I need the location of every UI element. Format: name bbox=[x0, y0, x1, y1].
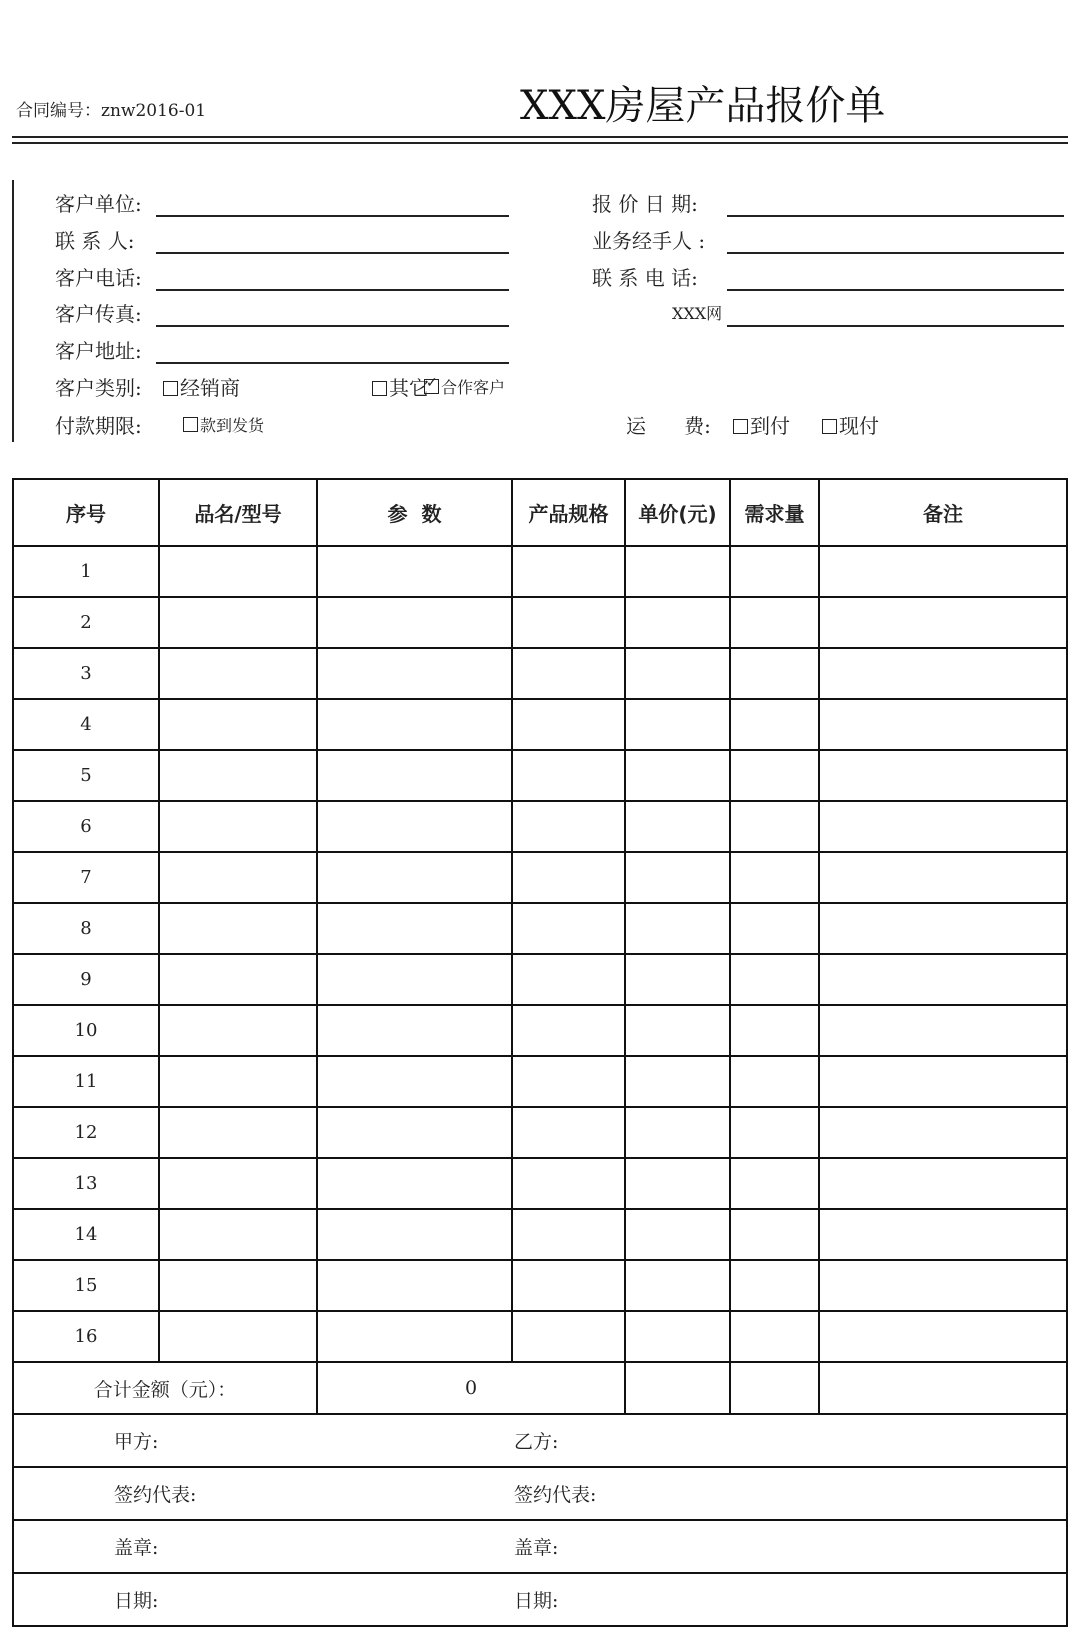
freight-option-cash[interactable]: 现付 bbox=[822, 410, 879, 439]
freight-label: 运 费: bbox=[626, 414, 711, 438]
table-cell[interactable] bbox=[512, 801, 625, 852]
row-index: 2 bbox=[13, 597, 159, 648]
total-cell[interactable] bbox=[819, 1362, 1067, 1414]
table-cell[interactable] bbox=[512, 852, 625, 903]
table-cell[interactable] bbox=[512, 648, 625, 699]
rep-a-label: 签约代表: bbox=[114, 1484, 197, 1506]
customer-address-label: 客户地址: bbox=[55, 339, 142, 363]
table-cell[interactable] bbox=[317, 954, 512, 1005]
customer-unit-field[interactable] bbox=[156, 215, 509, 217]
row-index: 9 bbox=[13, 954, 159, 1005]
table-cell[interactable] bbox=[819, 1311, 1067, 1362]
customer-fax-label: 客户传真: bbox=[55, 302, 142, 326]
title-rule-bottom bbox=[12, 142, 1068, 144]
table-cell[interactable] bbox=[512, 1209, 625, 1260]
table-cell[interactable] bbox=[512, 699, 625, 750]
table-cell[interactable] bbox=[819, 750, 1067, 801]
table-row bbox=[13, 1005, 1067, 1056]
freight-option-collect[interactable]: 到付 bbox=[733, 410, 790, 439]
table-cell[interactable] bbox=[625, 852, 730, 903]
table-cell[interactable] bbox=[159, 954, 317, 1005]
signature-row-representative bbox=[13, 1467, 1067, 1520]
table-cell[interactable] bbox=[512, 750, 625, 801]
table-cell[interactable] bbox=[625, 801, 730, 852]
row-index: 8 bbox=[13, 903, 159, 954]
table-cell[interactable] bbox=[625, 648, 730, 699]
row-index: 7 bbox=[13, 852, 159, 903]
table-row bbox=[13, 1158, 1067, 1209]
table-cell[interactable] bbox=[512, 546, 625, 597]
table-cell[interactable] bbox=[625, 1158, 730, 1209]
table-cell[interactable] bbox=[625, 1056, 730, 1107]
table-cell[interactable] bbox=[317, 1260, 512, 1311]
table-cell[interactable] bbox=[512, 597, 625, 648]
row-index: 15 bbox=[13, 1260, 159, 1311]
table-cell[interactable] bbox=[159, 1209, 317, 1260]
checkbox-prepay[interactable] bbox=[183, 417, 198, 432]
checkbox-dealer[interactable] bbox=[163, 381, 178, 396]
table-cell[interactable] bbox=[159, 1005, 317, 1056]
signature-row-date bbox=[13, 1573, 1067, 1626]
row-index: 6 bbox=[13, 801, 159, 852]
handler-field[interactable] bbox=[727, 252, 1064, 254]
table-cell[interactable] bbox=[819, 648, 1067, 699]
header-remarks: 备注 bbox=[819, 479, 1067, 546]
row-index: 11 bbox=[13, 1056, 159, 1107]
table-cell[interactable] bbox=[819, 1209, 1067, 1260]
payment-term-label: 付款期限: bbox=[55, 414, 142, 438]
table-cell[interactable] bbox=[730, 1311, 819, 1362]
total-cell[interactable] bbox=[730, 1362, 819, 1414]
party-a-label: 甲方: bbox=[114, 1431, 159, 1453]
table-cell[interactable] bbox=[317, 750, 512, 801]
table-row bbox=[13, 1209, 1067, 1260]
table-cell[interactable] bbox=[159, 1107, 317, 1158]
total-value: 0 bbox=[317, 1362, 625, 1414]
quote-date-field[interactable] bbox=[727, 215, 1064, 217]
table-cell[interactable] bbox=[819, 699, 1067, 750]
table-cell[interactable] bbox=[625, 1005, 730, 1056]
website-field[interactable] bbox=[727, 325, 1064, 327]
table-cell[interactable] bbox=[819, 1005, 1067, 1056]
table-cell[interactable] bbox=[730, 1158, 819, 1209]
row-index: 16 bbox=[13, 1311, 159, 1362]
table-cell[interactable] bbox=[512, 1311, 625, 1362]
table-cell[interactable] bbox=[625, 750, 730, 801]
table-cell[interactable] bbox=[159, 903, 317, 954]
row-index: 4 bbox=[13, 699, 159, 750]
header-index: 序号 bbox=[13, 479, 159, 546]
table-cell[interactable] bbox=[317, 903, 512, 954]
table-cell[interactable] bbox=[819, 1260, 1067, 1311]
table-cell[interactable] bbox=[159, 648, 317, 699]
table-row bbox=[13, 750, 1067, 801]
contact-tel-label: 联 系 电 话: bbox=[592, 266, 698, 290]
customer-phone-field[interactable] bbox=[156, 289, 509, 291]
checkbox-other[interactable] bbox=[372, 381, 387, 396]
table-cell[interactable] bbox=[730, 1209, 819, 1260]
table-cell[interactable] bbox=[730, 954, 819, 1005]
row-index: 1 bbox=[13, 546, 159, 597]
table-cell[interactable] bbox=[819, 546, 1067, 597]
table-cell[interactable] bbox=[625, 1209, 730, 1260]
table-cell[interactable] bbox=[159, 1056, 317, 1107]
table-row bbox=[13, 1056, 1067, 1107]
table-cell[interactable] bbox=[512, 1005, 625, 1056]
table-cell[interactable] bbox=[317, 1158, 512, 1209]
info-left-border bbox=[12, 180, 14, 442]
table-cell[interactable] bbox=[317, 852, 512, 903]
document-title: XXX房屋产品报价单 bbox=[520, 83, 886, 129]
header-product-name: 品名/型号 bbox=[159, 479, 317, 546]
table-cell[interactable] bbox=[730, 852, 819, 903]
table-cell[interactable] bbox=[317, 1005, 512, 1056]
table-cell[interactable] bbox=[512, 1260, 625, 1311]
table-row bbox=[13, 1260, 1067, 1311]
table-row bbox=[13, 597, 1067, 648]
table-row bbox=[13, 903, 1067, 954]
header-unit-price: 单价(元) bbox=[625, 479, 730, 546]
table-cell[interactable] bbox=[159, 1158, 317, 1209]
row-index: 14 bbox=[13, 1209, 159, 1260]
table-cell[interactable] bbox=[512, 954, 625, 1005]
category-option-other[interactable]: 其它 bbox=[372, 372, 429, 401]
table-row bbox=[13, 1107, 1067, 1158]
table-cell[interactable] bbox=[159, 1311, 317, 1362]
table-cell[interactable] bbox=[625, 597, 730, 648]
table-cell[interactable] bbox=[625, 699, 730, 750]
table-cell[interactable] bbox=[317, 597, 512, 648]
table-cell[interactable] bbox=[730, 1107, 819, 1158]
checkbox-cash[interactable] bbox=[822, 419, 837, 434]
signature-row-seal bbox=[13, 1520, 1067, 1573]
table-cell[interactable] bbox=[317, 1107, 512, 1158]
table-cell[interactable] bbox=[730, 903, 819, 954]
row-index: 13 bbox=[13, 1158, 159, 1209]
checkbox-partner-checked[interactable] bbox=[424, 379, 439, 394]
table-cell[interactable] bbox=[317, 1056, 512, 1107]
table-cell[interactable] bbox=[819, 597, 1067, 648]
customer-address-field[interactable] bbox=[156, 362, 509, 364]
customer-contact-label: 联 系 人: bbox=[55, 229, 135, 253]
table-cell[interactable] bbox=[317, 699, 512, 750]
customer-contact-field[interactable] bbox=[156, 252, 509, 254]
table-cell[interactable] bbox=[317, 1209, 512, 1260]
website-label: XXX网 bbox=[672, 304, 723, 323]
table-cell[interactable] bbox=[159, 852, 317, 903]
seal-b-label: 盖章: bbox=[514, 1537, 559, 1559]
table-cell[interactable] bbox=[819, 903, 1067, 954]
rep-b-label: 签约代表: bbox=[514, 1484, 597, 1506]
table-cell[interactable] bbox=[819, 1107, 1067, 1158]
payment-option-prepay[interactable]: 款到发货 bbox=[183, 413, 264, 436]
table-cell[interactable] bbox=[512, 1107, 625, 1158]
row-index: 12 bbox=[13, 1107, 159, 1158]
customer-category-label: 客户类别: bbox=[55, 376, 142, 400]
table-cell[interactable] bbox=[317, 648, 512, 699]
signature-row-party bbox=[13, 1414, 1067, 1467]
table-cell[interactable] bbox=[819, 1158, 1067, 1209]
date-b-label: 日期: bbox=[514, 1590, 559, 1612]
table-cell[interactable] bbox=[159, 546, 317, 597]
table-cell[interactable] bbox=[512, 903, 625, 954]
table-cell[interactable] bbox=[159, 699, 317, 750]
header-parameters: 参 数 bbox=[317, 479, 512, 546]
table-cell[interactable] bbox=[159, 801, 317, 852]
table-cell[interactable] bbox=[819, 954, 1067, 1005]
table-cell[interactable] bbox=[819, 801, 1067, 852]
category-option-dealer[interactable]: 经销商 bbox=[163, 372, 240, 401]
party-b-label: 乙方: bbox=[514, 1431, 559, 1453]
customer-phone-label: 客户电话: bbox=[55, 266, 142, 290]
table-cell[interactable] bbox=[625, 903, 730, 954]
quote-table bbox=[12, 478, 1068, 1627]
table-body bbox=[13, 546, 1067, 1362]
total-cell[interactable] bbox=[625, 1362, 730, 1414]
table-header-row bbox=[13, 479, 1067, 546]
header-spec: 产品规格 bbox=[512, 479, 625, 546]
category-option-partner[interactable]: ✓ 合作客户 bbox=[424, 375, 505, 398]
table-row bbox=[13, 1311, 1067, 1362]
table-cell[interactable] bbox=[625, 1107, 730, 1158]
table-cell[interactable] bbox=[512, 1158, 625, 1209]
table-cell[interactable] bbox=[730, 597, 819, 648]
handler-label: 业务经手人 : bbox=[592, 229, 706, 253]
table-cell[interactable] bbox=[730, 699, 819, 750]
date-a-label: 日期: bbox=[114, 1590, 159, 1612]
quote-date-label: 报 价 日 期: bbox=[592, 192, 698, 216]
table-cell[interactable] bbox=[625, 954, 730, 1005]
contact-tel-field[interactable] bbox=[727, 289, 1064, 291]
row-index: 3 bbox=[13, 648, 159, 699]
table-cell[interactable] bbox=[159, 1260, 317, 1311]
table-row bbox=[13, 648, 1067, 699]
checkbox-collect[interactable] bbox=[733, 419, 748, 434]
table-row bbox=[13, 546, 1067, 597]
table-cell[interactable] bbox=[317, 801, 512, 852]
customer-unit-label: 客户单位: bbox=[55, 192, 142, 216]
row-index: 10 bbox=[13, 1005, 159, 1056]
table-cell[interactable] bbox=[730, 546, 819, 597]
table-cell[interactable] bbox=[730, 801, 819, 852]
table-cell[interactable] bbox=[317, 546, 512, 597]
table-cell[interactable] bbox=[159, 750, 317, 801]
total-label: 合计金额（元）： bbox=[13, 1362, 317, 1414]
table-cell[interactable] bbox=[625, 546, 730, 597]
table-cell[interactable] bbox=[819, 852, 1067, 903]
table-cell[interactable] bbox=[730, 750, 819, 801]
customer-fax-field[interactable] bbox=[156, 325, 509, 327]
table-cell[interactable] bbox=[730, 648, 819, 699]
table-row bbox=[13, 801, 1067, 852]
seal-a-label: 盖章: bbox=[114, 1537, 159, 1559]
title-rule-top bbox=[12, 136, 1068, 138]
table-cell[interactable] bbox=[625, 1311, 730, 1362]
row-index: 5 bbox=[13, 750, 159, 801]
table-cell[interactable] bbox=[159, 597, 317, 648]
contract-number: 合同编号：znw2016-01 bbox=[16, 101, 207, 121]
header-quantity: 需求量 bbox=[730, 479, 819, 546]
table-cell[interactable] bbox=[730, 1056, 819, 1107]
table-row bbox=[13, 954, 1067, 1005]
table-cell[interactable] bbox=[625, 1260, 730, 1311]
table-row bbox=[13, 852, 1067, 903]
table-cell[interactable] bbox=[317, 1311, 512, 1362]
table-cell[interactable] bbox=[730, 1005, 819, 1056]
table-cell[interactable] bbox=[730, 1260, 819, 1311]
table-row bbox=[13, 699, 1067, 750]
table-cell[interactable] bbox=[512, 1056, 625, 1107]
total-row bbox=[13, 1362, 1067, 1414]
table-cell[interactable] bbox=[819, 1056, 1067, 1107]
